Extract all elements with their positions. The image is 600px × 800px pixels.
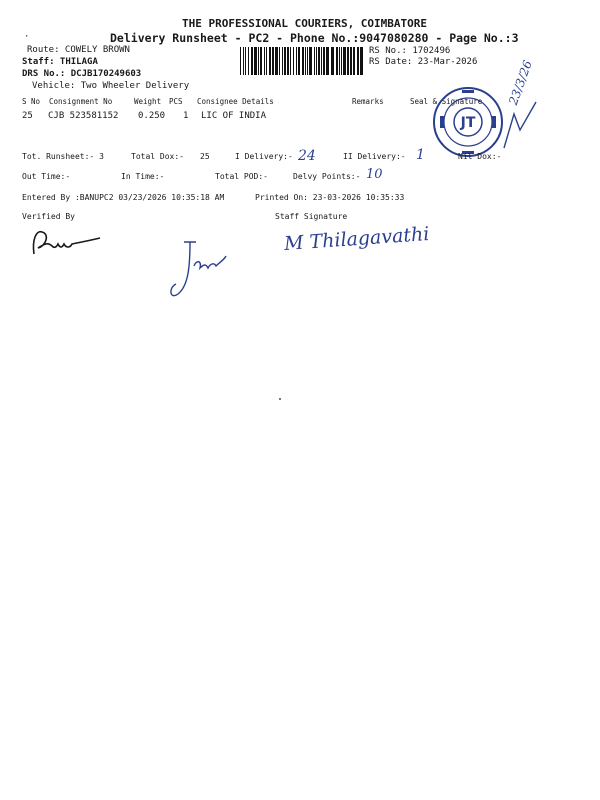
- barcode-bar: [307, 47, 308, 75]
- barcode-bar: [272, 47, 274, 75]
- dot-mark: ·: [24, 32, 30, 42]
- barcode-bar: [269, 47, 271, 75]
- out-time-label: Out Time:-: [22, 172, 71, 181]
- barcode-bar: [321, 47, 322, 75]
- barcode-bar: [254, 47, 257, 75]
- barcode-bar: [245, 47, 246, 75]
- staff-label: Staff: THILAGA: [22, 57, 98, 67]
- barcode-bar: [347, 47, 349, 75]
- col-seal-signature: Seal & Signature: [410, 97, 483, 106]
- barcode-bar: [316, 47, 317, 75]
- barcode-bar: [282, 47, 283, 75]
- barcode-bar: [266, 47, 267, 75]
- cell-consignee: LIC OF INDIA: [201, 111, 267, 121]
- barcode-bar: [353, 47, 355, 75]
- delivery-points-handwriting: 10: [366, 167, 383, 182]
- barcode-bar: [350, 47, 352, 75]
- barcode-bar: [302, 47, 304, 75]
- barcode-bar: [296, 47, 297, 75]
- speck: [279, 398, 281, 400]
- col-consignee: Consignee Details: [197, 97, 274, 106]
- barcode-bar: [264, 47, 265, 75]
- barcode-bar: [260, 47, 262, 75]
- barcode-bar: [290, 47, 291, 75]
- barcode-bar: [360, 47, 363, 75]
- i-delivery-label: I Delivery:-: [235, 152, 293, 161]
- barcode-bar: [318, 47, 320, 75]
- verifier-signature: [26, 222, 106, 262]
- staff-signature-label: Staff Signature: [275, 212, 348, 221]
- total-pod-label: Total POD:-: [215, 172, 268, 181]
- runsheet-subtitle: Delivery Runsheet - PC2 - Phone No.:9047080280 - Page No.:3: [110, 31, 519, 45]
- total-dox-value: 25: [200, 152, 210, 161]
- seal-tick-mark: [500, 100, 540, 150]
- barcode-bar: [251, 47, 253, 75]
- barcode-bar: [248, 47, 249, 75]
- barcode-bar: [284, 47, 286, 75]
- total-dox-label: Total Dox:-: [131, 152, 184, 161]
- company-seal-stamp: [432, 86, 504, 158]
- vehicle-label: Vehicle: Two Wheeler Delivery: [32, 81, 190, 91]
- total-runsheet: Tot. Runsheet:- 3: [22, 152, 104, 161]
- stamp-initials: JT: [460, 115, 476, 131]
- receiver-signature: [164, 238, 234, 308]
- barcode-bar: [314, 47, 315, 75]
- barcode-bar: [287, 47, 289, 75]
- barcode-bar: [343, 47, 346, 75]
- barcode-bar: [240, 47, 241, 75]
- barcode-bar: [305, 47, 306, 75]
- staff-signature-handwriting: M Thilagavathi: [283, 222, 430, 256]
- col-consignment: Consignment No: [49, 97, 113, 106]
- barcode: [240, 47, 365, 75]
- col-weight: Weight: [134, 97, 162, 106]
- barcode-bar: [341, 47, 342, 75]
- barcode-bar: [323, 47, 325, 75]
- barcode-bar: [339, 47, 340, 75]
- barcode-bar: [275, 47, 278, 75]
- rs-date: RS Date: 23-Mar-2026: [369, 57, 478, 67]
- drs-number: DRS No.: DCJB170249603: [22, 69, 142, 79]
- printed-on: Printed On: 23-03-2026 10:35:33: [255, 193, 405, 202]
- col-sno: S No: [22, 97, 41, 106]
- barcode-bar: [331, 47, 334, 75]
- col-pcs: PCS: [169, 97, 183, 106]
- barcode-bar: [243, 47, 244, 75]
- cell-weight: 0.250: [138, 111, 166, 121]
- barcode-bar: [298, 47, 300, 75]
- route-label: Route: COWELY BROWN: [27, 45, 130, 55]
- cell-pcs: 1: [183, 111, 189, 121]
- entered-by: Entered By :BANUPC2 03/23/2026 10:35:18 AM: [22, 193, 225, 202]
- ii-delivery-label: II Delivery:-: [343, 152, 406, 161]
- company-title: THE PROFESSIONAL COURIERS, COIMBATORE: [182, 17, 428, 30]
- barcode-bar: [326, 47, 329, 75]
- cell-consignment: CJB 523581152: [48, 111, 119, 121]
- in-time-label: In Time:-: [121, 172, 165, 181]
- i-delivery-handwriting: 24: [298, 148, 316, 164]
- nil-dox-label: Nil Dox:-: [458, 152, 502, 161]
- barcode-bar: [336, 47, 338, 75]
- barcode-bar: [357, 47, 359, 75]
- delivery-points-label: Delvy Points:-: [293, 172, 361, 181]
- cell-sno: 25: [22, 111, 33, 121]
- rs-number: RS No.: 1702496: [369, 46, 451, 56]
- col-remarks: Remarks: [352, 97, 384, 106]
- stamp-date-handwriting: 23/3/26: [506, 58, 535, 107]
- barcode-bar: [279, 47, 280, 75]
- barcode-bar: [293, 47, 294, 75]
- verified-by-label: Verified By: [22, 212, 75, 221]
- ii-delivery-handwriting: 1: [416, 147, 425, 163]
- barcode-bar: [258, 47, 259, 75]
- barcode-bar: [309, 47, 312, 75]
